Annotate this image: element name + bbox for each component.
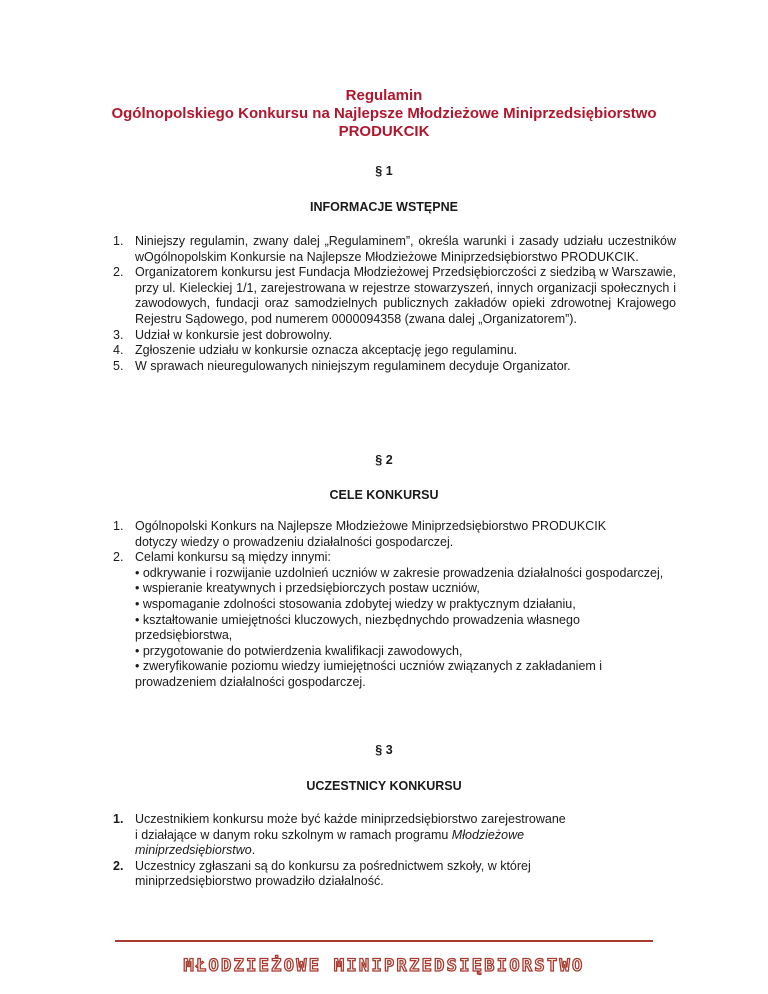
- section-3-title: UCZESTNICY KONKURSU: [306, 779, 462, 793]
- section-2-list: [113, 519, 676, 691]
- footer-logo-text: MŁODZIEŻOWE MINIPRZEDSIĘBIORSTWO: [183, 956, 585, 976]
- section-1-list: [113, 234, 676, 374]
- list-item: 2. Celami konkursu są między innymi: • odkrywanie i rozwijanie uzdolnień uczniów w zakresie prowadzenia działalności gospodarczej, • wspieranie kreatywnych i przedsiębiorczych postaw uczniów, • wspomaganie zdolności stosowania zdobytej wiedzy w praktycznym działaniu, • kształtowanie umiejętności kluczowych, niezbędnychdo prowadzenia własnego przedsiębiorstwa, • przygotowanie do potwierdzenia kwalifikacji zawodowych, • zweryfikowanie poziomu wiedzy iumiejętności uczniów związanych z zakładaniem i prowadzeniem działalności gospodarczej.: [113, 550, 676, 690]
- document-title: [0, 87, 768, 141]
- list-item: 1. Uczestnikiem konkursu może być każde miniprzedsiębiorstwo zarejestrowane i działające w danym roku szkolnym w ramach programu Młodzieżowe miniprzedsiębiorstwo.: [113, 812, 566, 858]
- goal-bullet: • przygotowanie do potwierdzenia kwalifikacji zawodowych,: [135, 643, 463, 658]
- list-item: 3. Udział w konkursie jest dobrowolny.: [113, 327, 333, 342]
- list-item: 5. W sprawach nieuregulowanych niniejszym regulaminem decyduje Organizator.: [113, 358, 571, 373]
- title-line-1: Regulamin: [345, 87, 423, 104]
- section-1-title: INFORMACJE WSTĘPNE: [310, 200, 458, 214]
- list-item: 2. Organizatorem konkursu jest Fundacja Młodzieżowej Przedsiębiorczości z siedzibą w Warszawie, przy ul. Kieleckiej 1/1, zarejestrowana w rejestrze stowarzyszeń, innych organizacji społecznych i zawodowych, fundacji oraz samodzielnych publicznych zakładów opieki zdrowotnej Krajowego Rejestru Sądowego, pod numerem 0000094358 (zwana dalej „Organizatorem”).: [113, 265, 676, 326]
- goal-bullet: • odkrywanie i rozwijanie uzdolnień uczniów w zakresie prowadzenia działalności gospodarczej,: [135, 565, 664, 580]
- section-3-number: § 3: [375, 743, 393, 757]
- goal-bullet: • wspomaganie zdolności stosowania zdobytej wiedzy w praktycznym działaniu,: [135, 596, 576, 611]
- title-line-3: PRODUKCIK: [338, 123, 430, 140]
- goal-bullet: • wspieranie kreatywnych i przedsiębiorczych postaw uczniów,: [135, 581, 480, 596]
- list-item: 1. Ogólnopolski Konkurs na Najlepsze Młodzieżowe Miniprzedsiębiorstwo PRODUKCIK dotyczy wiedzy o prowadzeniu działalności gospodarczej.: [113, 519, 607, 549]
- list-item: 4. Zgłoszenie udziału w konkursie oznacza akceptację jego regulaminu.: [113, 343, 518, 358]
- list-item: 1. Niniejszy regulamin, zwany dalej „Regulaminem”, określa warunki i zasady udziału uczestników wOgólnopolskim Konkursie na Najlepsze Młodzieżowe Miniprzedsiębiorstwo PRODUKCIK.: [113, 234, 676, 264]
- goal-bullet: • zweryfikowanie poziomu wiedzy iumiejętności uczniów związanych z zakładaniem i prowadzeniem działalności gospodarczej.: [135, 659, 603, 689]
- section-1-number: § 1: [375, 164, 393, 178]
- list-item: 2. Uczestnicy zgłaszani są do konkursu za pośrednictwem szkoły, w której miniprzedsiębiorstwo prowadziło działalność.: [113, 858, 531, 889]
- section-3-list: [113, 812, 676, 890]
- section-2-title: CELE KONKURSU: [329, 488, 439, 502]
- title-line-2: Ogólnopolskiego Konkursu na Najlepsze Młodzieżowe Miniprzedsiębiorstwo: [111, 105, 657, 122]
- footer-divider: [115, 940, 653, 942]
- section-2-number: § 2: [375, 453, 393, 467]
- goal-bullet: • kształtowanie umiejętności kluczowych, niezbędnychdo prowadzenia własnego przedsiębiorstwa,: [135, 612, 580, 643]
